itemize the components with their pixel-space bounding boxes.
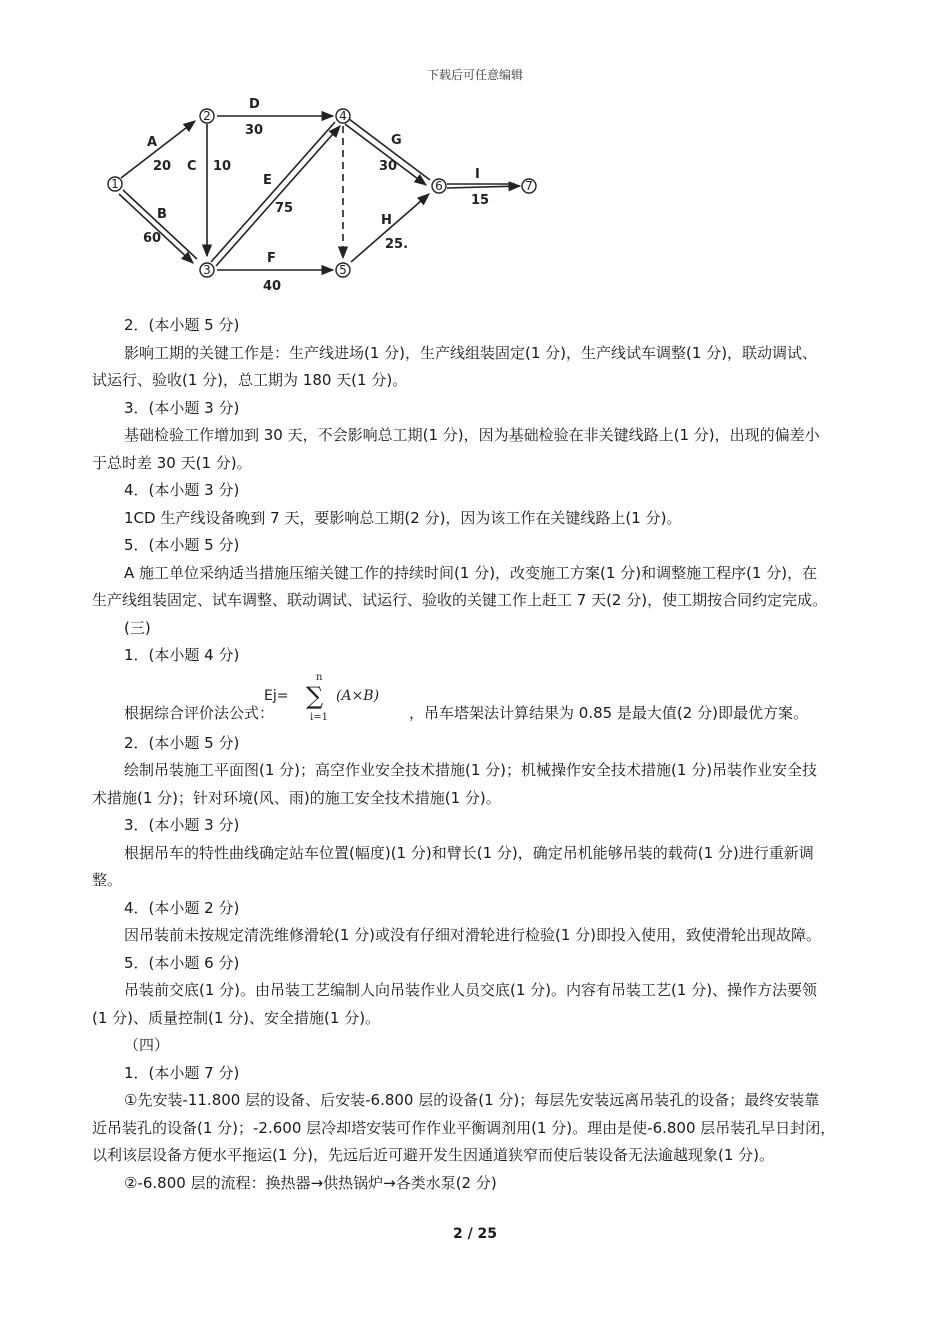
answer-body xyxy=(92,312,902,1197)
edge-label: D xyxy=(249,97,260,112)
edge-label: 10 xyxy=(213,159,232,174)
section-heading: 2．(本小题 5 分) xyxy=(124,316,240,334)
edge-label: I xyxy=(475,167,480,182)
paragraph-line: ①先安装-11.800 层的设备、后安装-6.800 层的设备(1 分)；每层先安装远离吊装孔的设备；最终安装靠 xyxy=(124,1091,820,1109)
section-heading: 5．(本小题 6 分) xyxy=(124,953,240,972)
page-number: 2 / 25 xyxy=(452,1226,498,1242)
part-heading: (三) xyxy=(124,618,151,637)
edge-label: 60 xyxy=(143,231,162,246)
svg-text:Ej=: Ej= xyxy=(264,687,289,704)
paragraph-line: 基础检验工作增加到 30 天，不会影响总工期(1 分)，因为基础检验在非关键线路上(1 分)，出现的偏差小 xyxy=(124,426,820,444)
paragraph-line: 术措施(1 分)；针对环境(风、雨)的施工安全技术措施(1 分)。 xyxy=(92,788,501,807)
paragraph-line: 影响工期的关键工作是：生产线进场(1 分)，生产线组装固定(1 分)，生产线试车调整(1 分)，联动调试、 xyxy=(124,343,818,362)
paragraph-line: 试运行、验收(1 分)，总工期为 180 天(1 分)。 xyxy=(92,371,408,389)
svg-text:(A×B): (A×B) xyxy=(336,687,380,704)
section-heading: 1．(本小题 4 分) xyxy=(124,646,240,664)
edge-b xyxy=(123,190,197,259)
paragraph-line: 生产线组装固定、试车调整、联动调试、试运行、验收的关键工作上赶工 7 天(2 分)，使工期按合同约定完成。 xyxy=(92,591,828,609)
node-label: 4 xyxy=(339,109,347,123)
paragraph-line: ②-6.800 层的流程：换热器→供热锅炉→各类水泵(2 分) xyxy=(124,1173,497,1192)
edge-label: 40 xyxy=(263,279,282,294)
formula-prefix: 根据综合评价法公式： xyxy=(124,703,275,722)
paragraph-line: (1 分)、质量控制(1 分)、安全措施(1 分)。 xyxy=(92,1008,381,1027)
edge-label: 15 xyxy=(471,193,490,208)
section-heading: 3．(本小题 3 分) xyxy=(124,398,240,417)
edge-label: E xyxy=(263,173,272,188)
edge-label: 20 xyxy=(153,159,172,174)
svg-text:i=1: i=1 xyxy=(310,711,328,723)
node-label: 2 xyxy=(203,109,211,123)
section-heading: 2．(本小题 5 分) xyxy=(124,733,240,752)
part-heading: （四） xyxy=(124,1036,170,1054)
section-heading: 3．(本小题 3 分) xyxy=(124,816,240,834)
section-heading: 1．(本小题 7 分) xyxy=(124,1063,240,1082)
svg-text:∑: ∑ xyxy=(306,681,324,710)
formula-suffix: ，吊车塔架法计算结果为 0.85 是最大值(2 分)即最优方案。 xyxy=(409,703,808,722)
paragraph-line: 近吊装孔的设备(1 分)；-2.600 层冷却塔安装可作作业平衡调剂用(1 分)。理由是使-6.800 层吊装孔早日封闭， xyxy=(92,1118,836,1137)
paragraph-line: 因吊装前未按规定清洗维修滑轮(1 分)或没有仔细对滑轮进行检验(1 分)即投入使用，致使滑轮出现故障。 xyxy=(124,926,822,944)
edge-label: B xyxy=(157,207,167,222)
paragraph-line: 整。 xyxy=(92,871,123,889)
node-label: 5 xyxy=(339,263,347,277)
node-label: 6 xyxy=(435,179,443,193)
edge-label: H xyxy=(381,213,392,228)
page-header: 下载后可任意编辑 xyxy=(426,68,523,82)
node-label: 1 xyxy=(111,177,119,191)
paragraph-line: 根据吊车的特性曲线确定站车位置(幅度)(1 分)和臂长(1 分)，确定吊机能够吊装的载荷(1 分)进行重新调 xyxy=(124,843,814,862)
edge-label: 30 xyxy=(245,123,264,138)
edge-e xyxy=(211,122,335,262)
paragraph-line: 以利该层设备方便水平拖运(1 分)，先远后近可避开发生因通道狭窄而使后装设备无法逾越现象(1 分)。 xyxy=(92,1146,775,1164)
formula-image xyxy=(264,670,412,726)
svg-text:n: n xyxy=(316,671,323,683)
node-label: 7 xyxy=(525,179,533,193)
formula-row xyxy=(92,670,902,730)
network-diagram xyxy=(95,96,575,306)
edge-label: 25. xyxy=(385,237,409,252)
paragraph-line: 吊装前交底(1 分)。由吊装工艺编制人向吊装作业人员交底(1 分)。内容有吊装工艺(1 分)、操作方法要领 xyxy=(124,981,818,999)
paragraph-line: 绘制吊装施工平面图(1 分)；高空作业安全技术措施(1 分)；机械操作安全技术措施(1 分)吊装作业安全技 xyxy=(124,761,818,779)
edge-label: C xyxy=(187,159,197,174)
edge-label: 30 xyxy=(379,159,398,174)
edge-label: A xyxy=(147,135,158,150)
section-heading: 4．(本小题 2 分) xyxy=(124,898,240,917)
edge-label: G xyxy=(391,133,402,148)
paragraph-line: 1CD 生产线设备晚到 7 天，要影响总工期(2 分)，因为该工作在关键线路上(1 分)。 xyxy=(124,508,682,527)
paragraph-line: A 施工单位采纳适当措施压缩关键工作的持续时间(1 分)，改变施工方案(1 分)和调整施工程序(1 分)，在 xyxy=(124,563,818,582)
section-heading: 4．(本小题 3 分) xyxy=(124,481,240,499)
paragraph-line: 于总时差 30 天(1 分)。 xyxy=(92,453,252,472)
edge-label: 75 xyxy=(275,201,294,216)
edge-label: F xyxy=(267,251,276,266)
node-label: 3 xyxy=(203,263,211,277)
section-heading: 5．(本小题 5 分) xyxy=(124,536,240,554)
